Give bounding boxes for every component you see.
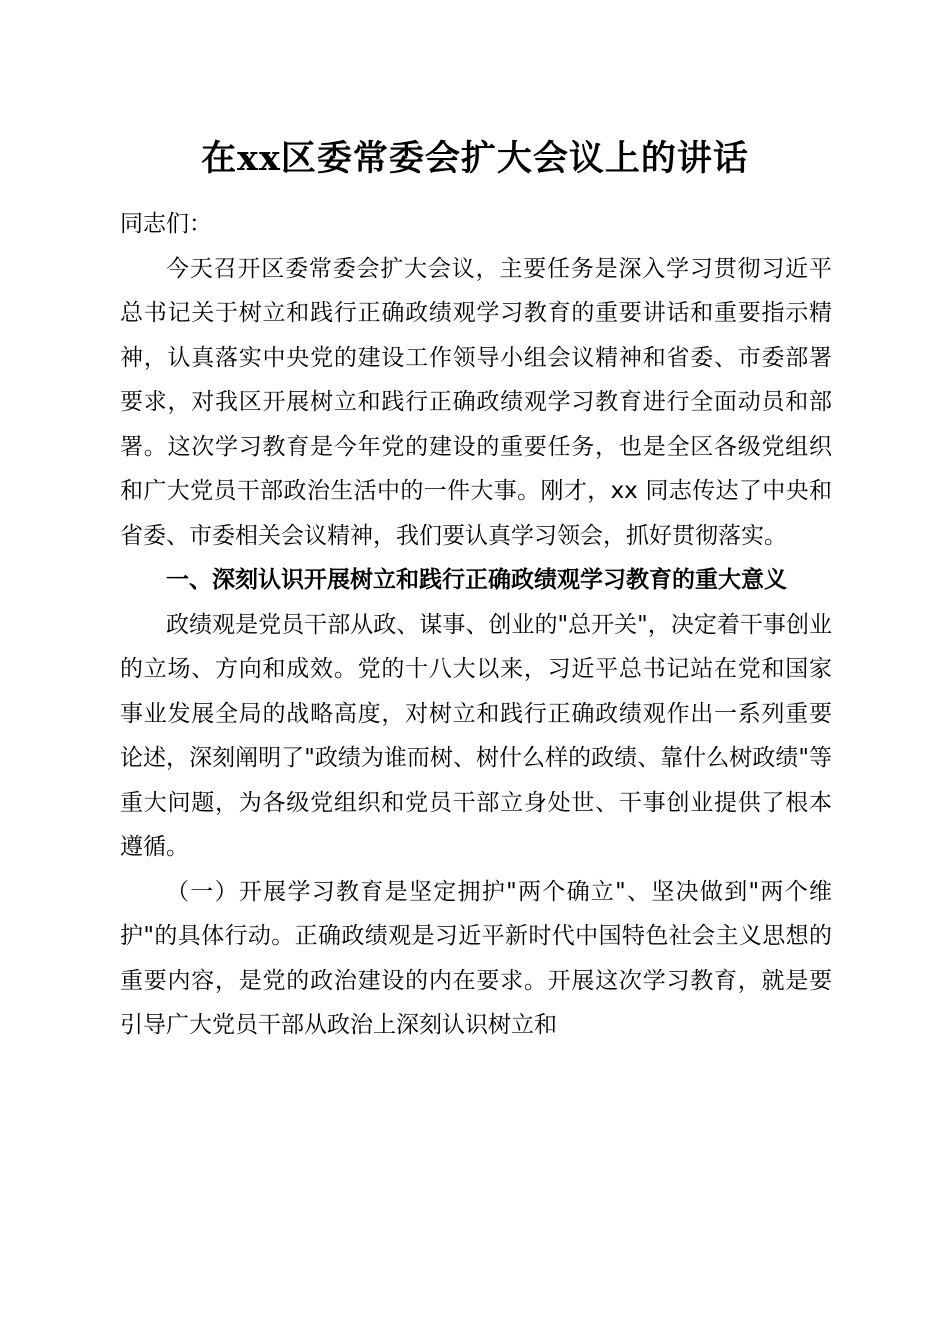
salutation: 同志们： [120,211,212,237]
document-body [120,202,832,1048]
section-heading-1: 一、深刻认识开展树立和践行正确政绩观学习教育的重大意义 [166,567,787,593]
paragraph-intro: 今天召开区委常委会扩大会议，主要任务是深入学习贯彻习近平总书记关于树立和践行正确政绩观学习教育的重要讲话和重要指示精神，认真落实中央党的建设工作领导小组会议精神和省委、市委部署要求，对我区开展树立和践行正确政绩观学习教育进行全面动员和部署。这次学习教育是今年党的建设的重要任务，也是全区各级党组织和广大党员干部政治生活中的一件大事。刚才，xx 同志传达了中央和省委、市委相关会议精神，我们要认真学习领会，抓好贯彻落实。 [120,255,832,549]
document-title: 在xx区委常委会扩大会议上的讲话 [201,138,749,179]
paragraph-subsection-1: （一）开展学习教育是坚定拥护"两个确立"、坚决做到"两个维护"的具体行动。正确政绩观是习近平新时代中国特色社会主义思想的重要内容，是党的政治建设的内在要求。开展这次学习教育，就是要引导广大党员干部从政治上深刻认识树立和 [120,878,832,1038]
paragraph-section-1: 政绩观是党员干部从政、谋事、创业的"总开关"，决定着干事创业的立场、方向和成效。党的十八大以来，习近平总书记站在党和国家事业发展全局的战略高度，对树立和践行正确政绩观作出一系列重要论述，深刻阐明了"政绩为谁而树、树什么样的政绩、靠什么树政绩"等重大问题，为各级党组织和党员干部立身处世、干事创业提供了根本遵循。 [120,611,832,860]
